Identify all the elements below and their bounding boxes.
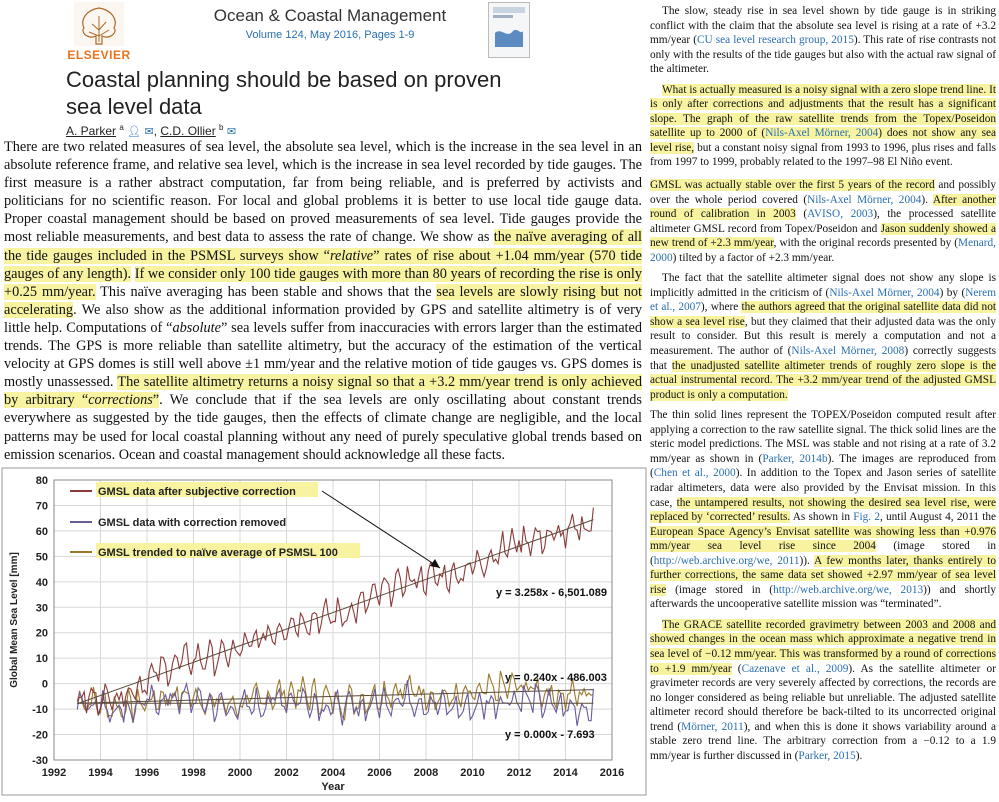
- citation-link[interactable]: Menard, 2000: [650, 237, 996, 264]
- abstract-segment: absolute: [172, 319, 221, 336]
- elsevier-logo: [66, 2, 132, 64]
- text-run: (: [731, 662, 742, 675]
- y-tick-label: 20: [35, 627, 48, 640]
- text-run: )) and shortly afterwards the uncooperative satellite mission was “terminated”.: [650, 583, 996, 611]
- highlighted-text: the unadjusted satellite altimeter trends of roughly zero slope is the actual instrumental record. The +3.2 mm/year trend of the adjusted GMSL product is only a computation.: [650, 359, 997, 401]
- citation-link[interactable]: Mörner, 2011: [681, 720, 744, 733]
- citation-link[interactable]: Cazenave et al., 2009: [741, 662, 849, 675]
- x-tick-label: 2002: [274, 767, 299, 779]
- sea-level-chart: [0, 466, 648, 797]
- x-tick-label: 1998: [181, 767, 206, 779]
- author-name[interactable]: A. Parker: [66, 124, 117, 138]
- citation-link[interactable]: Nils-Axel Mörner, 2008: [791, 345, 905, 358]
- y-tick-label: -30: [32, 755, 48, 767]
- highlighted-text: ) does not show any sea level rise,: [650, 127, 997, 154]
- text-run: ). This rate of rise contrasts not only with the results of the tide gauges but also with the actual raw signal of the altimeter.: [650, 34, 996, 76]
- abstract-segment: ” sea levels suffer from inaccuracies with errors larger than the estimated trends. The GPS is more reliable than satellite altimetry, but the accuracy of the estimation of the vertical velocity at GPS domes is still well above ±1 mm/year and the relative motion of tide gauges vs. GPS domes is mostly unassessed.: [4, 319, 643, 391]
- x-tick-label: 2008: [413, 767, 439, 779]
- text-run: ), and when this is done it shows variability around a stable zero trend line. The arbitrary correction from a −0.12 to a 1.9 mm/year is further discussed in (: [650, 720, 996, 762]
- citation-link[interactable]: Chen et al., 2000: [653, 467, 736, 480]
- author-affiliation[interactable]: b: [219, 123, 224, 132]
- text-run: and possibly over the whole period covered (: [650, 179, 996, 206]
- x-tick-label: 2006: [367, 767, 392, 779]
- text-run: The slow, steady rise in sea level shown by tide gauge is in striking conflict with the claim that the absolute sea level is rising at a rate of +3.2 mm/year (: [650, 5, 996, 47]
- text-run: , until August 4, 2011 the: [879, 511, 997, 524]
- highlighted-text: relative: [330, 247, 374, 264]
- paper-title: Coastal planning should be based on proven sea level data: [66, 67, 502, 119]
- mail-icon[interactable]: ✉: [226, 126, 237, 138]
- highlighted-text: European Space Agency’s Envisat satellite was showing less than +0.976 mm/year sea level rise since 2004: [650, 525, 996, 553]
- body-text-column: [650, 4, 996, 769]
- x-axis-label: Year: [321, 781, 345, 793]
- x-tick-label: 1996: [134, 767, 160, 779]
- highlighted-text: the naïve averaging of all the tide gauges included in the PSMSL surveys show “: [4, 229, 642, 264]
- highlighted-text: corrections: [88, 392, 153, 409]
- paragraph: [650, 271, 996, 402]
- paragraph: [650, 83, 996, 170]
- highlighted-text: After another round of calibration in 2003: [650, 193, 996, 221]
- highlighted-text: GMSL was actually stable over the first 5 years of the record: [650, 179, 935, 192]
- x-tick-label: 1992: [41, 767, 67, 779]
- abstract-segment: This naïve averaging has been stable and shows that the: [95, 283, 437, 300]
- y-tick-label: 80: [35, 475, 48, 487]
- citation-link[interactable]: CU sea level research group, 2015: [697, 34, 854, 47]
- legend-label: GMSL data after subjective correction: [98, 486, 296, 498]
- citation-link[interactable]: Nils-Axel Mörner, 2004: [829, 286, 940, 299]
- archive-link[interactable]: http://web.archive.org/we, 2011: [653, 554, 800, 567]
- text-run: (: [795, 208, 808, 221]
- text-run: ). As the satellite altimeter or gravimeter records are very severely affected by corrections, the records are no longer considered as being reliable but unreliable. The adjusted satellite altimeter record should therefore be back-tilted to its uncorrected original trend (: [650, 662, 996, 733]
- figure-link[interactable]: Fig. 2: [853, 511, 880, 524]
- text-run: As shown in: [790, 511, 854, 524]
- y-tick-label: 30: [35, 602, 48, 615]
- text-run: ).: [855, 749, 863, 762]
- text-run: (image stored in (: [650, 540, 996, 567]
- y-tick-label: -10: [32, 704, 48, 717]
- journal-cover-icon[interactable]: [488, 2, 530, 58]
- trend-equation: y = 0.000x - 7.693: [505, 729, 595, 741]
- x-tick-label: 2012: [506, 767, 532, 779]
- archive-link[interactable]: http://web.archive.org/we, 2013: [773, 583, 924, 596]
- citation-link[interactable]: Nils-Axel Mörner, 2004: [807, 193, 922, 206]
- author-separator: ,: [153, 124, 161, 138]
- person-icon[interactable]: 👤︎: [127, 126, 142, 138]
- mail-icon[interactable]: ✉: [144, 126, 154, 138]
- highlighted-text: the untampered results, not showing the desired sea level rise, were replaced by ‘corrected’ results.: [650, 496, 997, 524]
- y-tick-label: 70: [35, 500, 48, 513]
- y-axis-label: Global Mean Sea Level [mm]: [9, 552, 20, 688]
- legend-label: GMSL data with correction removed: [98, 517, 287, 529]
- highlighted-text: The GRACE satellite recorded gravimetry between 2003 and 2008 and showed changes in the ocean mass which approximate a negative trend in sea level of −0.12 mm/year. This was transformed by a round of corrections to +1.9 mm/year: [650, 618, 996, 675]
- text-run: ).: [921, 193, 933, 206]
- text-run: ) tilted by a factor of +2.3 mm/year.: [672, 251, 835, 264]
- author-list: [66, 123, 236, 138]
- y-tick-label: 40: [35, 576, 48, 589]
- elsevier-tree-icon: [74, 2, 124, 46]
- text-run: ), where: [700, 301, 742, 314]
- paragraph: [650, 178, 996, 265]
- journal-volume[interactable]: Volume 124, May 2016, Pages 1-9: [245, 29, 415, 41]
- text-run: ). The images are reproduced from (: [650, 452, 996, 480]
- legend-label: GMSL trended to naïve average of PSMSL 100: [98, 547, 338, 559]
- abstract-segment: There are two related measures of sea level, the absolute sea level, which is the increase in the sea level in an absolute reference frame, and relative sea level, which is the increase in sea level recorded by tide gauges. The first measure is a rather abstract computation, far from being reliable, and is preferred by activists and politicians for no scientific reason. For local and global problems it is better to use local tide gauge data. Proper coastal management should be based on proved measurements of sea level. Tide gauges provide the most reliable measurements, and best data to assess the rate of change. We show as: [4, 139, 642, 246]
- author-affiliation[interactable]: a: [119, 123, 124, 132]
- highlighted-text: the authors agreed that the original satellite data did not show a sea level rise: [650, 301, 996, 328]
- highlighted-text: What is actually measured is a noisy signal with a zero slope trend line. It is only after corrections and adjustments that the result has a significant slope. The graph of the raw satellite trends from the Topex/Poseidon satellite up to 2000 of (: [650, 83, 996, 140]
- citation-link[interactable]: AVISO, 2003: [807, 208, 874, 221]
- trend-equation: y = 0.240x - 486.003: [505, 672, 607, 684]
- paragraph: [650, 618, 996, 763]
- highlighted-text: sea levels are slowly rising but not accelerating: [4, 283, 642, 318]
- text-run: ) by (: [939, 286, 966, 299]
- y-tick-label: 50: [35, 551, 48, 564]
- citation-link[interactable]: Nils-Axel Mörner, 2004: [765, 127, 879, 140]
- chart-svg: [0, 466, 648, 797]
- y-tick-label: 60: [35, 525, 48, 538]
- text-run: The fact that the satellite altimeter signal does not show any slope is implicitly admitted in the criticism of (: [650, 272, 996, 299]
- highlighted-text: Jason suddenly showed a new trend of +2.3 mm/year: [650, 222, 996, 250]
- publisher-name: ELSEVIER: [67, 48, 131, 62]
- paragraph: [650, 408, 996, 612]
- text-run: The thin solid lines represent the TOPEX/Poseidon computed result after applying a correction to the raw satellite signal. The thick solid lines are the steric model predictions. The MSL was stable and not rising at a rate of 3.2 mm/year as shown in (: [650, 409, 996, 465]
- author-name[interactable]: C.D. Ollier: [160, 124, 216, 138]
- abstract-segment: . We also show as the additional information provided by GPS and satellite altimetry is of very little help. Computations of “: [4, 301, 642, 336]
- x-tick-label: 2014: [553, 767, 578, 779]
- highlighted-text: The satellite altimetry returns a noisy signal so that a +3.2 mm/year trend is only achieved by arbitrary “: [4, 374, 642, 409]
- text-run: , with the original records presented by (: [773, 237, 959, 250]
- trend-equation: y = 3.258x - 6,501.089: [496, 587, 608, 599]
- y-tick-label: 0: [41, 678, 48, 691]
- highlighted-text: ” rates of rise about +1.04 mm/year (570 tide gauges of any length).: [4, 247, 642, 282]
- x-tick-label: 2000: [227, 767, 253, 779]
- x-tick-label: 2016: [599, 767, 625, 779]
- text-run: ) correctly suggests that: [650, 345, 996, 372]
- citation-link[interactable]: Parker, 2014b: [762, 452, 828, 465]
- paragraph: [650, 4, 996, 77]
- citation-link[interactable]: Parker, 2015: [798, 749, 856, 762]
- journal-name[interactable]: Ocean & Coastal Management: [213, 6, 447, 25]
- citation-link[interactable]: Nerem et al., 2007: [650, 286, 996, 314]
- y-tick-label: 10: [35, 653, 48, 666]
- highlighted-text: ”: [152, 392, 160, 409]
- text-run: )).: [799, 554, 815, 567]
- abstract-segment: . We conclude that if the sea levels are only oscillating about constant trends everywhere as suggested by the tide gauges, then the effects of climate change are negligible, and the local patterns may be used for local coastal planning without any need of purely speculative global trends based on emission scenarios. Ocean and coastal management should acknowledge all these facts.: [4, 392, 642, 463]
- y-tick-label: -20: [32, 729, 48, 742]
- text-run: ). In addition to the Topex and Jason series of satellite radar altimeters, data were also provided by the Envisat mission. In this case,: [650, 467, 996, 509]
- highlighted-text: A few months later, thanks entirely to further corrections, the same data set showed +2.97 mm/year of sea level rise: [650, 554, 996, 596]
- text-run: ), the processed satellite altimeter GMSL record from Topex/Poseidon and: [650, 208, 996, 235]
- highlighted-text: If we consider only 100 tide gauges with more than 80 years of recording the rise is only +0.25 mm/year.: [4, 265, 643, 300]
- text-run: , but they claimed that their adjusted data was the only result to consider. But this result is merely a computation and not a measurement. The author of (: [650, 315, 997, 358]
- x-tick-label: 1994: [88, 767, 113, 779]
- x-tick-label: 2004: [320, 767, 346, 779]
- x-tick-label: 2010: [460, 767, 485, 779]
- text-run: but a constant noisy signal from 1993 to 1996, plus rises and falls from 1997 to 1999, probably related to the 1997–98 El Niño event.: [650, 141, 996, 169]
- text-run: (image stored in (: [666, 583, 774, 596]
- abstract-text: [4, 138, 642, 464]
